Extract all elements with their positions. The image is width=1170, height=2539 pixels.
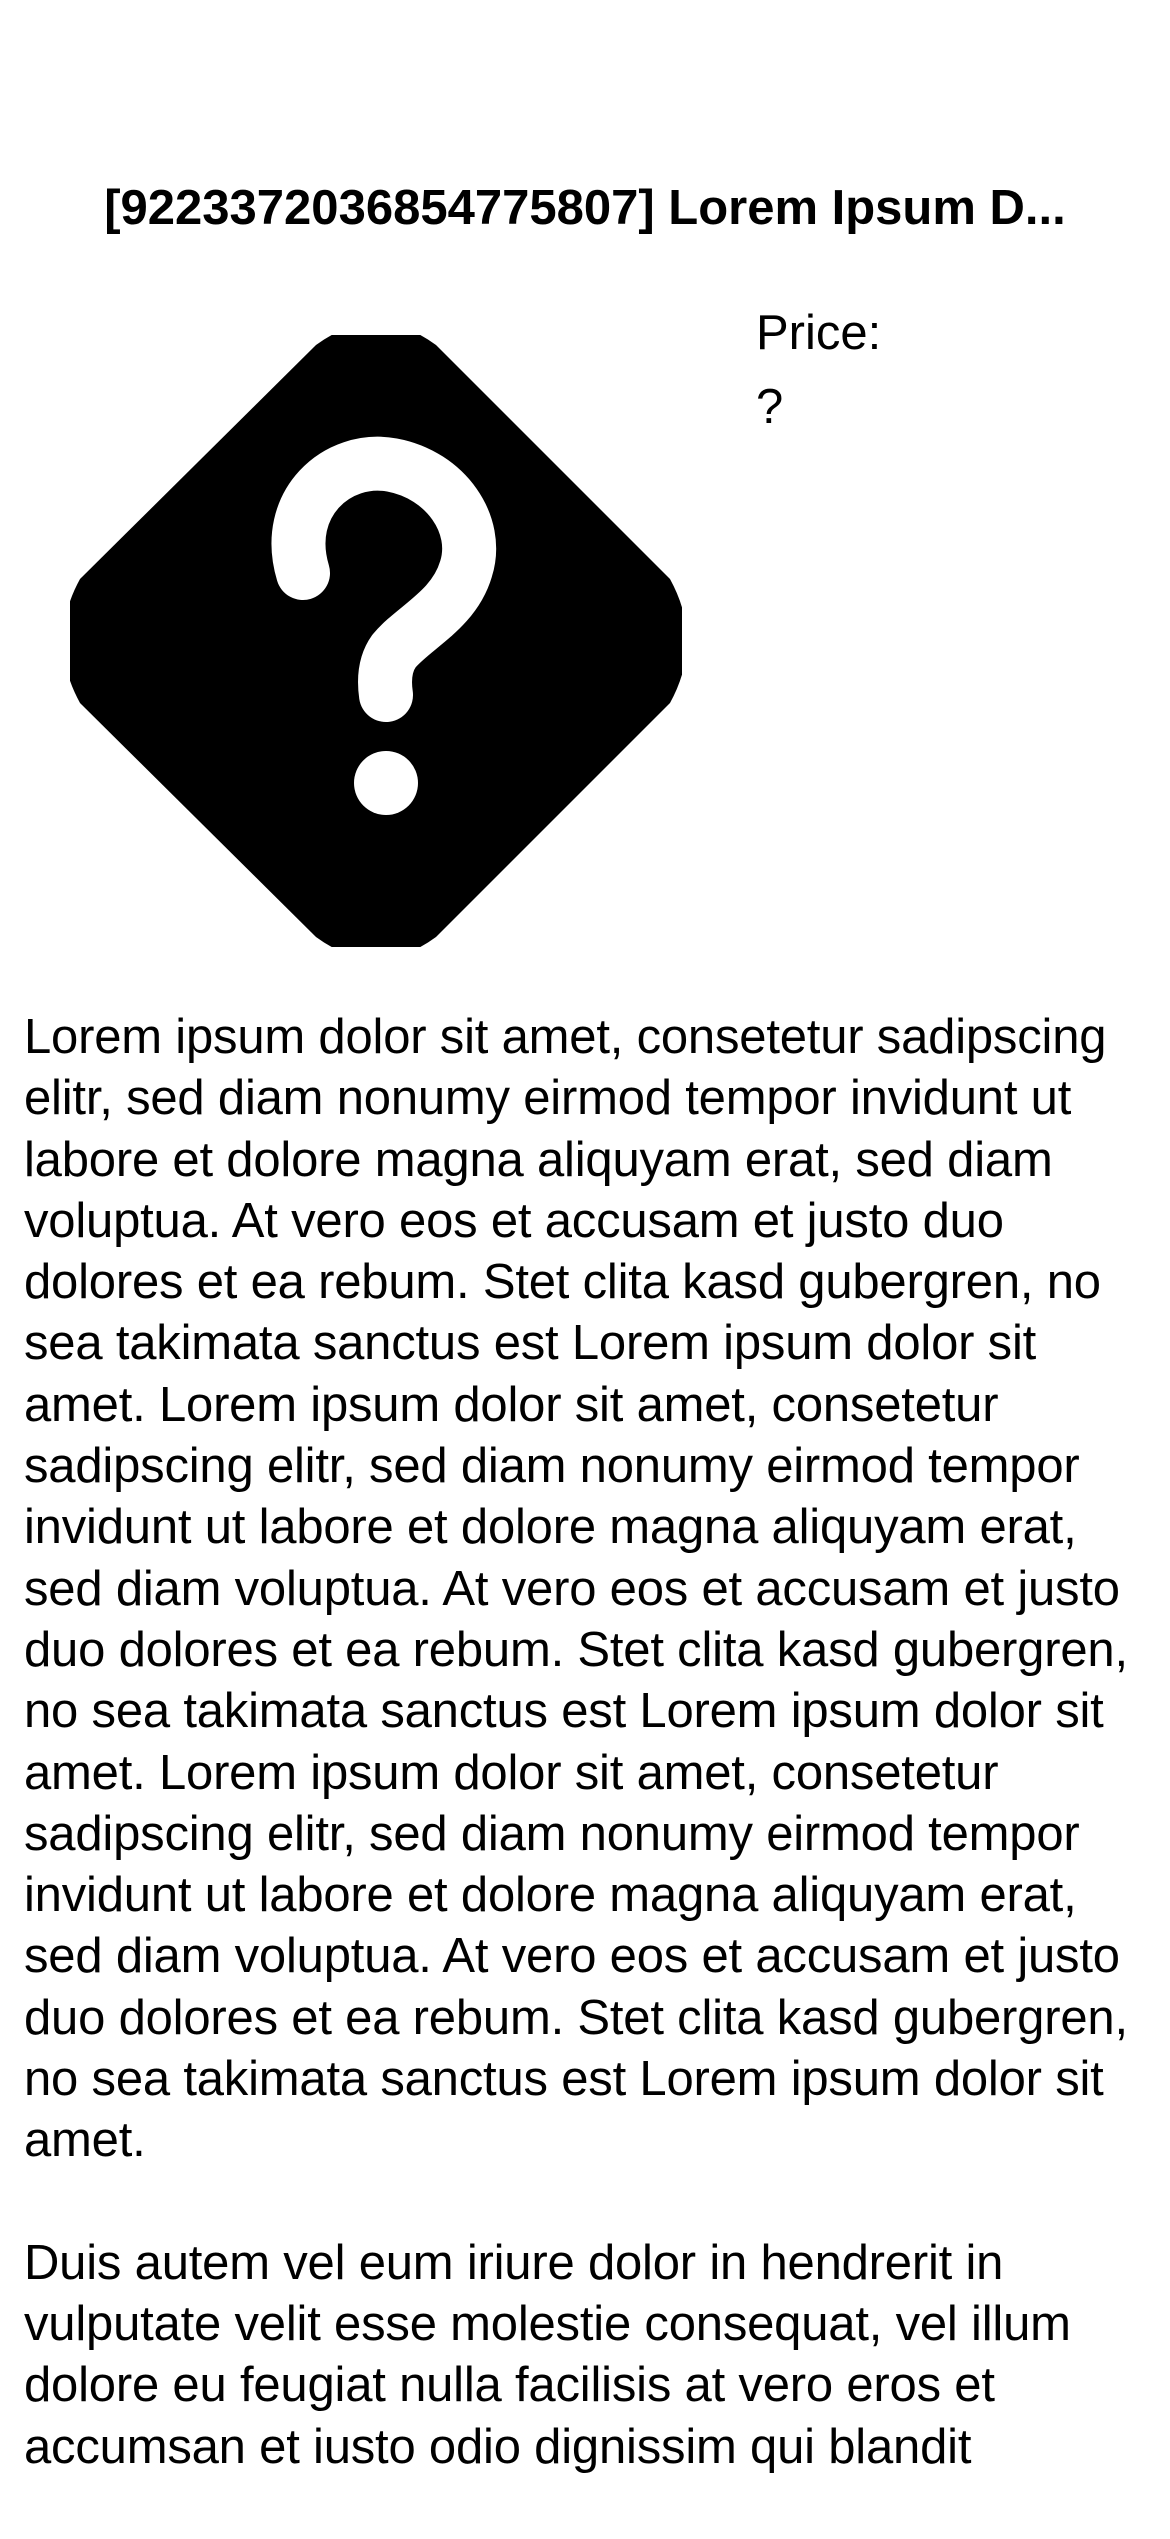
page-title: [9223372036854775807] Lorem Ipsum D...	[104, 181, 1066, 235]
questionmark-diamond-icon	[70, 335, 682, 947]
price-value: ?	[756, 380, 784, 434]
description-paragraph: Lorem ipsum dolor sit amet, consetetur sadipscing elitr, sed diam nonumy eirmod tempor invidunt ut labore et dolore magna aliquyam erat, sed diam voluptua. At vero eos et accusam et justo duo dolores et ea rebum. Stet clita kasd gubergren, no sea takimata sanctus est Lorem ipsum dolor sit amet. Lorem ipsum dolor sit amet, consetetur sadipscing elitr, sed diam nonumy eirmod tempor invidunt ut labore et dolore magna aliquyam erat, sed diam voluptua. At vero eos et accusam et justo duo dolores et ea rebum. Stet clita kasd gubergren, no sea takimata sanctus est Lorem ipsum dolor sit amet. Lorem ipsum dolor sit amet, consetetur sadipscing elitr, sed diam nonumy eirmod tempor invidunt ut labore et dolore magna aliquyam erat, sed diam voluptua. At vero eos et accusam et justo duo dolores et ea rebum. Stet clita kasd gubergren, no sea takimata sanctus est Lorem ipsum dolor sit amet.	[24, 1010, 1128, 2168]
product-description	[24, 1007, 1154, 2539]
price-block	[756, 296, 881, 444]
price-label: Price:	[756, 306, 882, 360]
description-paragraph: Duis autem vel eum iriure dolor in hendrerit in vulputate velit esse molestie consequat, vel illum dolore eu feugiat nulla facilisis at vero eros et accumsan et iusto odio dignissim qui blandit	[24, 2235, 1071, 2474]
